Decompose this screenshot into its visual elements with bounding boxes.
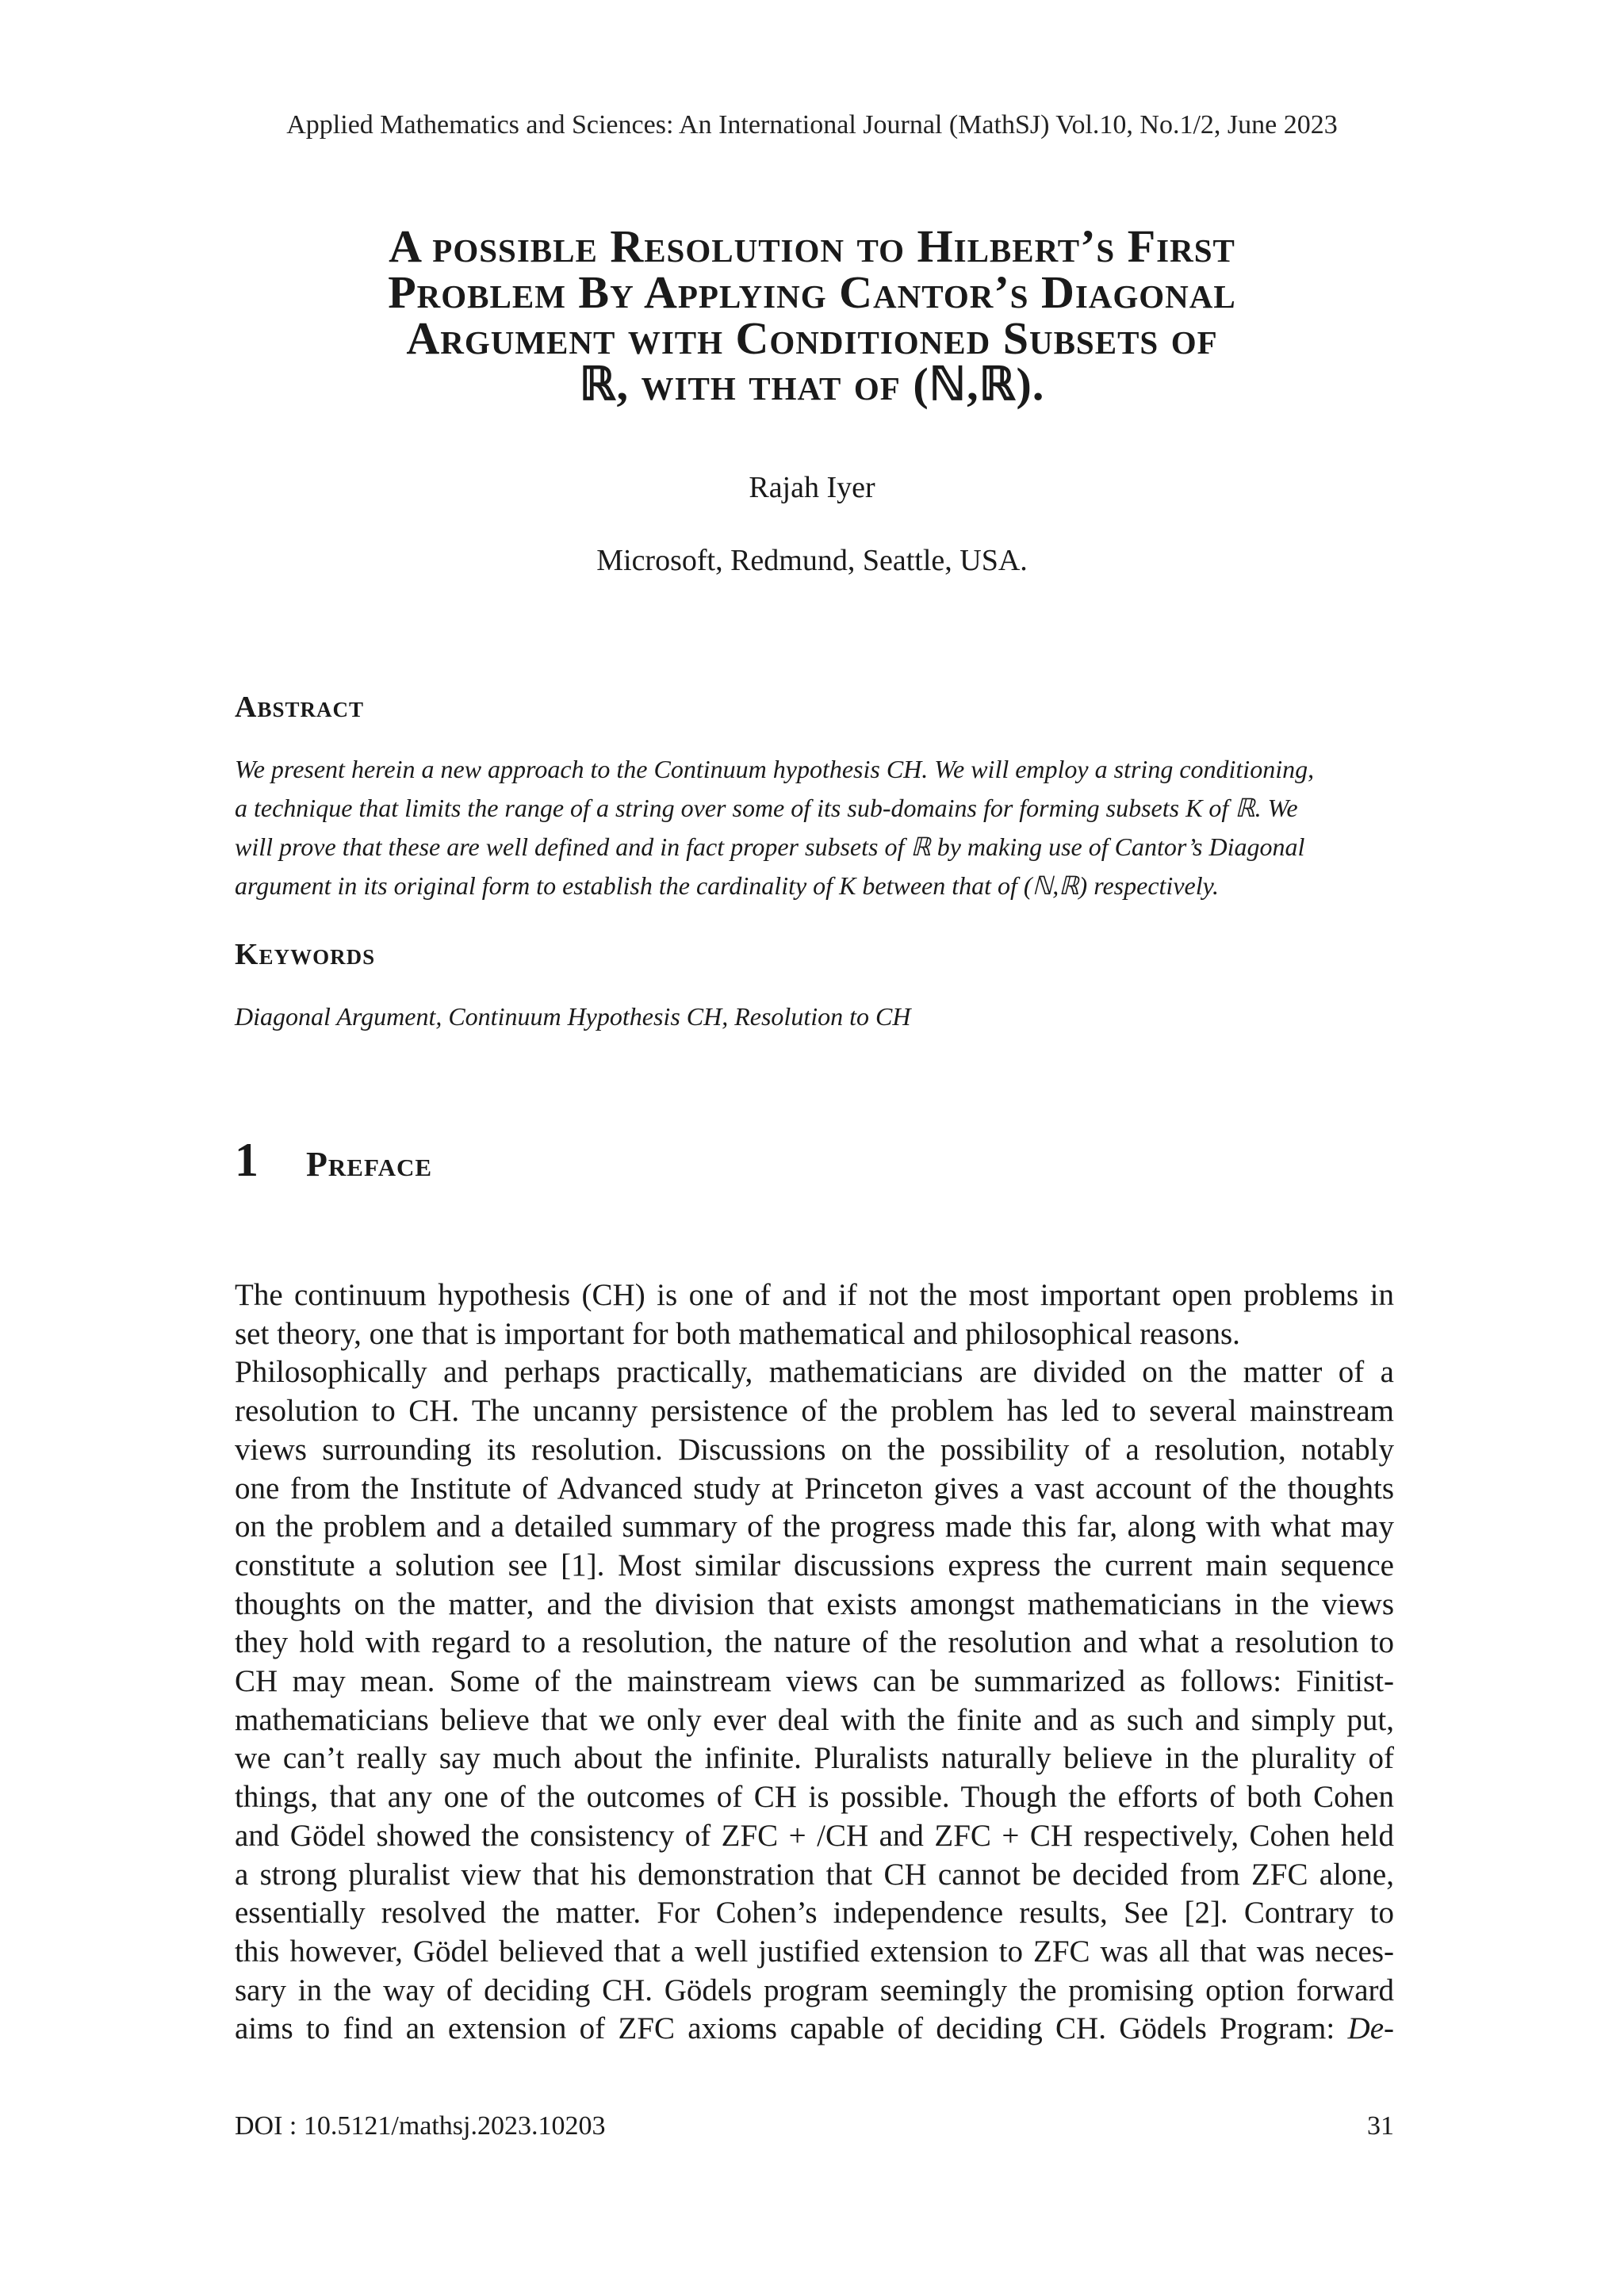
body-line: sary in the way of deciding CH. Gödels program seemingly the promising option forward: [235, 1973, 1394, 2007]
abstract-line: a technique that limits the range of a string over some of its sub-domains for forming subsets K of ℝ. We: [235, 794, 1298, 822]
body-line: The continuum hypothesis (CH) is one of and if not the most important open problems in: [235, 1278, 1394, 1312]
paper-title: [206, 220, 1418, 410]
body-line: set theory, one that is important for both mathematical and philosophical reasons.: [235, 1316, 1240, 1351]
body-line: on the problem and a detailed summary of the progress made this far, along with what may: [235, 1510, 1394, 1544]
section-heading-preface: [235, 1134, 432, 1191]
title-line: ℝ, with that of (ℕ,ℝ).: [579, 358, 1045, 410]
body-line: and Gödel showed the consistency of ZFC + /CH and ZFC + CH respectively, Cohen held: [235, 1818, 1394, 1853]
body-line: they hold with regard to a resolution, the nature of the resolution and what a resolution to: [235, 1625, 1394, 1660]
title-line: A possible Resolution to Hilbert’s First: [389, 220, 1235, 272]
body-line: essentially resolved the matter. For Cohen’s independence results, See [2]. Contrary to: [235, 1896, 1394, 1931]
body-line-text: aims to find an extension of ZFC axioms capable of deciding CH. Gödels Program:: [235, 2011, 1348, 2046]
body-line: CH may mean. Some of the mainstream views can be summarized as follows: Finitist-: [235, 1664, 1394, 1699]
body-line: a strong pluralist view that his demonstration that CH cannot be decided from ZFC alone,: [235, 1857, 1394, 1892]
footer-doi: DOI : 10.5121/mathsj.2023.10203: [235, 2111, 606, 2141]
body-line: views surrounding its resolution. Discussions on the possibility of a resolution, notably: [235, 1432, 1394, 1467]
body-line: one from the Institute of Advanced study at Princeton gives a vast account of the thoughts: [235, 1471, 1394, 1506]
section-title: Preface: [306, 1145, 433, 1184]
body-line: resolution to CH. The uncanny persistence of the problem has led to several mainstream: [235, 1394, 1394, 1429]
abstract-line: will prove that these are well defined and in fact proper subsets of ℝ by making use of Cantor’s Diagonal: [235, 832, 1305, 861]
body-line: we can’t really say much about the infinite. Pluralists naturally believe in the plurality of: [235, 1741, 1394, 1776]
body-line: constitute a solution see [1]. Most similar discussions express the current main sequence: [235, 1548, 1394, 1582]
abstract-heading: Abstract: [235, 691, 364, 724]
preface-body: [235, 1276, 1394, 2049]
abstract-line: We present herein a new approach to the Continuum hypothesis CH. We will employ a string conditioning,: [235, 755, 1315, 783]
author-name: Rajah Iyer: [749, 471, 875, 504]
body-line: mathematicians believe that we only ever deal with the finite and as such and simply put,: [235, 1702, 1394, 1737]
body-line: things, that any one of the outcomes of CH is possible. Though the efforts of both Cohen: [235, 1780, 1394, 1815]
body-line: thoughts on the matter, and the division that exists amongst mathematicians in the views: [235, 1586, 1394, 1621]
body-line: Philosophically and perhaps practically, mathematicians are divided on the matter of a: [235, 1355, 1394, 1390]
keywords-heading: Keywords: [235, 938, 376, 971]
abstract-line: argument in its original form to establish the cardinality of K between that of (ℕ,ℝ) respectively.: [235, 871, 1220, 900]
title-line: Problem By Applying Cantor’s Diagonal: [388, 266, 1236, 318]
title-line: Argument with Conditioned Subsets of: [406, 312, 1218, 364]
body-line-last: [235, 2010, 1394, 2049]
abstract-text: [235, 750, 1394, 905]
author-affiliation: Microsoft, Redmund, Seattle, USA.: [596, 544, 1028, 577]
page-number: 31: [1367, 2111, 1394, 2141]
section-number: 1: [235, 1134, 259, 1186]
body-line: this however, Gödel believed that a well justified extension to ZFC was all that was neces-: [235, 1934, 1394, 1969]
keywords-text: Diagonal Argument, Continuum Hypothesis CH, Resolution to CH: [235, 1002, 911, 1031]
running-header: Applied Mathematics and Sciences: An International Journal (MathSJ) Vol.10, No.1/2, June 2023: [286, 110, 1338, 140]
body-line-italic-continuation: De-: [1347, 2011, 1394, 2046]
